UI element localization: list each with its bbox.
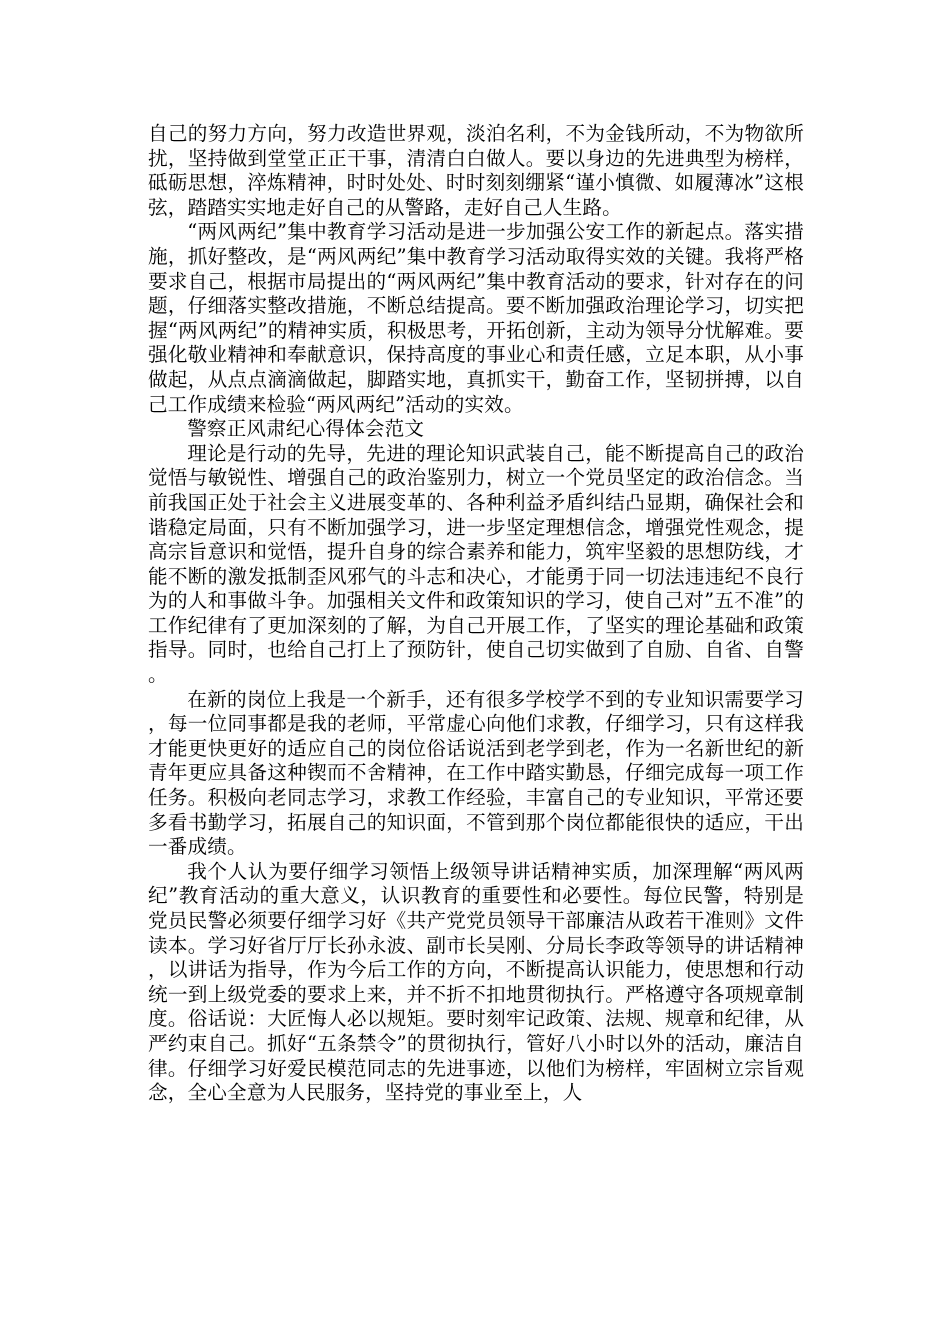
document-body [148,122,804,1106]
paragraph-theory: 理论是行动的先导，先进的理论知识武装自己，能不断提高自己的政治觉悟与敏锐性、增强自己的政治鉴别力，树立一个党员坚定的政治信念。当前我国正处于社会主义进展变革的、各种利益矛盾纠结凸显期，确保社会和谐稳定局面，只有不断加强学习，进一步坚定理想信念，增强党性观念，提高宗旨意识和觉悟，提升自身的综合素养和能力，筑牢坚毅的思想防线，才能不断的激发抵制歪风邪气的斗志和决心，才能勇于同一切法违违纪不良行为的人和事做斗争。加强相关文件和政策知识的学习，使自己对”五不准”的工作纪律有了更加深刻的了解，为自己开展工作，了坚实的理论基础和政策指导。同时，也给自己打上了预防针，使自己切实做到了自励、自省、自警。 [148,441,804,687]
paragraph-two-winds: “两风两纪”集中教育学习活动是进一步加强公安工作的新起点。落实措施，抓好整改，是“两风两纪”集中教育学习活动取得实效的关键。我将严格要求自己，根据市局提出的“两风两纪”集中教育活动的要求，针对存在的问题，仔细落实整改措施，不断总结提高。要不断加强政治理论学习，切实把握“两风两纪”的精神实质，积极思考，开拓创新，主动为领导分忧解难。要强化敬业精神和奉献意识，保持高度的事业心和责任感，立足本职，从小事做起，从点点滴滴做起，脚踏实地，真抓实干，勤奋工作，坚韧拼搏，以自己工作成绩来检验“两风两纪”活动的实效。 [148,220,804,416]
paragraph-new-post: 在新的岗位上我是一个新手，还有很多学校学不到的专业知识需要学习，每一位同事都是我的老师，平常虚心向他们求教，仔细学习，只有这样我才能更快更好的适应自己的岗位俗话说活到老学到老，作为一名新世纪的新青年更应具备这种锲而不舍精神，在工作中踏实勤恳，仔细完成每一项工作任务。积极向老同志学习，求教工作经验，丰富自己的专业知识，平常还要多看书勤学习，拓展自己的知识面，不管到那个岗位都能很快的适应，干出一番成绩。 [148,687,804,859]
section-heading: 警察正风肃纪心得体会范文 [187,417,425,441]
paragraph-study-spirit: 我个人认为要仔细学习领悟上级领导讲话精神实质，加深理解“两风两纪”教育活动的重大意义，认识教育的重要性和必要性。每位民警，特别是党员民警必须要仔细学习好《共产党党员领导干部廉洁从政若干准则》文件读本。学习好省厅厅长孙永波、副市长吴刚、分局长李政等领导的讲话精神，以讲话为指导，作为今后工作的方向，不断提高认识能力，使思想和行动统一到上级党委的要求上来，并不折不扣地贯彻执行。严格遵守各项规章制度。俗话说：大匠悔人必以规矩。要时刻牢记政策、法规、规章和纪律，从严约束自己。抓好“五条禁令”的贯彻执行，管好八小时以外的活动，廉洁自律。仔细学习好爱民模范同志的先进事迹，以他们为榜样，牢固树立宗旨观念，全心全意为人民服务，坚持党的事业至上，人 [148,859,804,1105]
paragraph-continued: 自己的努力方向，努力改造世界观，淡泊名利，不为金钱所动，不为物欲所扰，坚持做到堂堂正正干事，清清白白做人。要以身边的先进典型为榜样，砥砺思想，淬炼精神，时时处处、时时刻刻绷紧“谨小慎微、如履薄冰”这根弦，踏踏实实地走好自己的从警路，走好自己人生路。 [148,122,804,219]
